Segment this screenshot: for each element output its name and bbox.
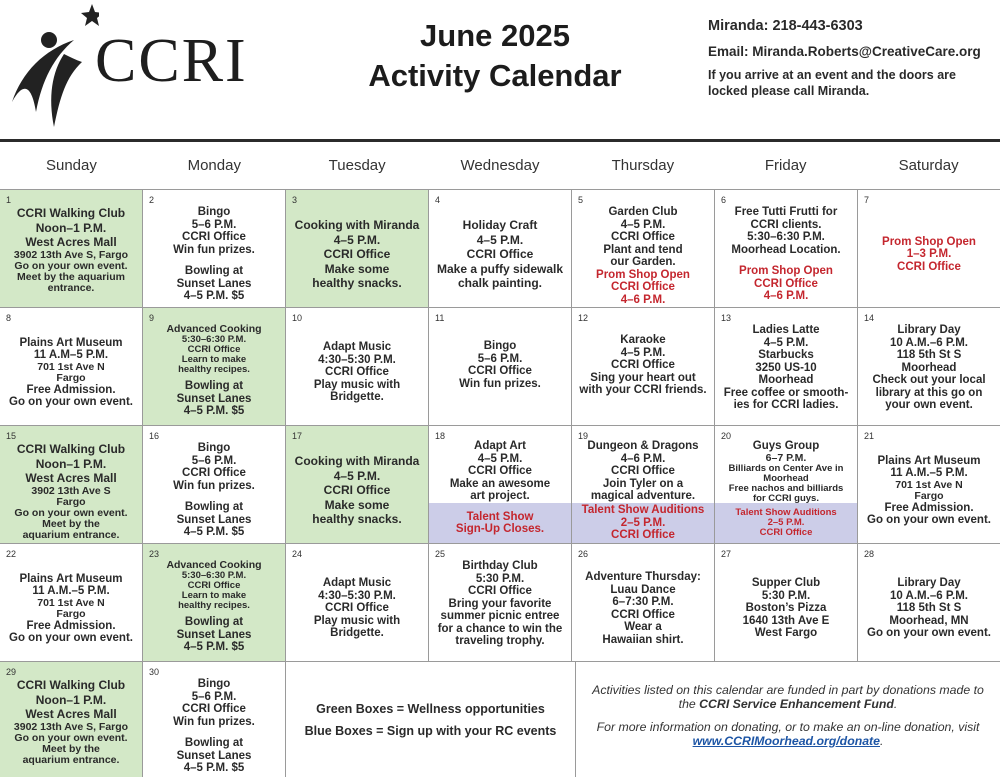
day-number: 15	[6, 431, 17, 441]
day-cell-2	[143, 190, 286, 307]
day-cell-18	[429, 426, 572, 543]
event-text: Advanced Cooking	[166, 323, 262, 335]
event-text: Hawaiian shirt.	[602, 633, 684, 646]
event-text: traveling trophy.	[455, 635, 545, 647]
event-text: Guys Group	[752, 440, 820, 452]
day-cell-28	[858, 544, 1000, 661]
contact-email: Email: Miranda.Roberts@CreativeCare.org	[708, 44, 981, 59]
event-text: 5:30 P.M.	[761, 589, 811, 602]
event-text: 3902 13th Ave S	[31, 484, 111, 497]
day-number: 6	[721, 195, 727, 205]
event-text: 2–5 P.M.	[767, 517, 805, 528]
event-text: CCRI Office	[897, 260, 961, 273]
event-text: West Fargo	[754, 627, 818, 640]
event-text: Go on your own event.	[14, 506, 128, 519]
event-text: Bridgette.	[330, 627, 384, 640]
week-row	[0, 190, 1000, 308]
event-text: CCRI Office	[323, 483, 391, 498]
day-sunday: Sunday	[45, 157, 97, 174]
day-thursday: Thursday	[611, 157, 675, 174]
event-text: 701 1st Ave N	[37, 596, 105, 609]
event-text: Library Day	[897, 324, 961, 336]
event-text: aquarium entrance.	[22, 528, 120, 541]
event-text: CCRI Office	[182, 467, 246, 480]
event-text: library at this go on	[875, 386, 983, 399]
day-cell-29	[0, 662, 143, 777]
funding-text: Activities listed on this calendar are funded in part by donations made to the	[592, 682, 984, 711]
funding-text: .	[880, 733, 884, 748]
event-text: Win fun prizes.	[173, 715, 255, 728]
event-text: 118 5th St S	[896, 602, 962, 615]
event-text: CCRI Office	[611, 608, 675, 621]
event-text: 11 A.M.–5 P.M.	[890, 467, 968, 479]
event-text: West Acres Mall	[25, 707, 117, 721]
event-text: CCRI Office	[611, 281, 675, 293]
event-text: 3902 13th Ave S, Fargo	[13, 248, 129, 261]
day-monday: Monday	[187, 157, 241, 174]
day-number: 16	[149, 431, 160, 441]
event-text: Learn to make	[181, 590, 247, 601]
event-text: Karaoke	[620, 334, 666, 346]
event-text: Noon–1 P.M.	[35, 220, 107, 235]
event-text: CCRI Office	[611, 465, 675, 477]
day-number: 26	[578, 549, 589, 559]
event-text: 5:30–6:30 P.M.	[747, 231, 825, 243]
contact-info	[708, 18, 998, 99]
event-text: Go on your own event.	[14, 731, 128, 744]
day-friday: Friday	[764, 157, 807, 174]
day-number: 3	[292, 195, 298, 205]
event-text: 6–7:30 P.M.	[612, 596, 674, 608]
event-text: 5:30–6:30 P.M.	[181, 334, 247, 345]
legend-blue: Blue Boxes = Sign up with your RC events	[304, 723, 557, 738]
day-number: 29	[6, 667, 17, 677]
event-text: 4–5 P.M. $5	[183, 526, 245, 539]
event-text: Meet by the	[42, 517, 100, 530]
event-text: Moorhead	[901, 361, 957, 374]
ccri-logo	[4, 2, 279, 132]
event-text: Bowling at	[184, 501, 244, 514]
event-text: Bowling at	[184, 616, 244, 628]
event-text: Sunset Lanes	[176, 628, 252, 641]
event-text: Talent Show Auditions	[581, 504, 705, 517]
day-number: 24	[292, 549, 303, 559]
event-text: 4–5 P.M. $5	[183, 290, 245, 303]
day-number: 23	[149, 549, 160, 559]
event-text: 4–5 P.M.	[620, 218, 666, 231]
event-text: 1–3 P.M.	[906, 248, 952, 261]
event-text: CCRI Office	[754, 277, 818, 290]
event-text: Free Admission.	[26, 619, 116, 632]
day-saturday: Saturday	[898, 157, 959, 174]
event-text: CCRI Walking Club	[16, 442, 126, 456]
event-text: Win fun prizes.	[173, 243, 255, 256]
event-text: Join Tyler on a	[602, 477, 684, 490]
event-text: summer picnic entree	[440, 610, 560, 622]
event-text: Billiards on Center Ave in	[728, 462, 844, 474]
event-text: 4–6 P.M.	[620, 293, 666, 306]
event-text: Sunset Lanes	[176, 749, 252, 762]
event-text: 4–5 P.M.	[333, 232, 381, 247]
event-text: Advanced Cooking	[166, 559, 262, 571]
event-text: CCRI Walking Club	[16, 678, 126, 692]
day-number: 20	[721, 431, 732, 441]
event-text: Bowling at	[184, 380, 244, 392]
funding-text: For more information on donating, or to make an on-line donation, visit	[596, 719, 980, 734]
event-text: 5–6 P.M.	[191, 218, 237, 231]
day-tuesday: Tuesday	[328, 157, 386, 174]
day-cell-26	[572, 544, 715, 661]
event-text: Boston’s Pizza	[745, 602, 827, 615]
event-text: Plains Art Museum	[19, 336, 123, 349]
funding-text: .	[893, 696, 898, 711]
event-text: Meet by the	[42, 742, 100, 755]
day-number: 7	[864, 195, 870, 205]
event-text: CCRI Office	[466, 247, 534, 262]
color-legend	[286, 662, 576, 777]
day-cell-8	[0, 308, 143, 425]
week-row	[0, 308, 1000, 426]
event-text: Bingo	[197, 442, 231, 455]
event-text: Noon–1 P.M.	[35, 692, 107, 707]
event-text: CCRI Office	[468, 365, 532, 377]
event-text: CCRI Office	[759, 527, 813, 538]
ccri-figure-logo-icon	[4, 2, 99, 132]
event-text: 1640 13th Ave E	[742, 614, 830, 627]
event-text: Holiday Craft	[462, 218, 538, 233]
event-text: Talent Show Auditions	[735, 507, 837, 518]
day-number: 14	[864, 313, 875, 323]
event-text: Make an awesome	[449, 477, 551, 490]
event-text: 4:30–5:30 P.M.	[318, 589, 396, 602]
weekday-header	[0, 146, 1000, 188]
event-text: CCRI Office	[187, 344, 241, 355]
event-text: Sunset Lanes	[176, 513, 252, 526]
event-text: Prom Shop Open	[596, 268, 690, 281]
event-text: 5:30 P.M.	[475, 572, 525, 585]
day-number: 17	[292, 431, 303, 441]
week-row	[0, 662, 1000, 777]
event-text: Wear a	[624, 621, 662, 633]
event-text: Plains Art Museum	[877, 454, 981, 467]
event-text: Fargo	[914, 489, 944, 502]
event-text: Supper Club	[751, 577, 821, 590]
day-cell-14	[858, 308, 1000, 425]
event-text: your own event.	[885, 399, 973, 411]
funding-paragraph	[586, 683, 990, 711]
event-text: 4–6 P.M.	[620, 452, 666, 465]
event-text: Garden Club	[608, 206, 678, 218]
event-text: West Acres Mall	[25, 471, 117, 485]
event-text: Free nachos and billiards	[728, 482, 844, 494]
event-text: Sing your heart out	[590, 371, 696, 384]
day-cell-5	[572, 190, 715, 307]
event-text: Learn to make	[181, 354, 247, 365]
day-cell-3	[286, 190, 429, 307]
event-text: CCRI Office	[611, 231, 675, 243]
event-text: Talent Show	[466, 510, 534, 523]
event-text: Moorhead	[758, 374, 814, 386]
event-text: 10 A.M.–6 P.M.	[890, 336, 968, 349]
event-text: Fargo	[56, 495, 86, 508]
day-cell-20	[715, 426, 858, 543]
day-number: 19	[578, 431, 589, 441]
week-row	[0, 544, 1000, 662]
event-text: Fargo	[56, 607, 86, 620]
day-cell-19	[572, 426, 715, 543]
day-cell-22	[0, 544, 143, 661]
event-text: 4–6 P.M.	[763, 290, 809, 302]
day-number: 5	[578, 195, 584, 205]
event-text: 4–5 P.M.	[477, 452, 523, 465]
event-text: CCRI Office	[468, 585, 532, 597]
event-text: Go on your own event.	[867, 514, 991, 526]
event-text: CCRI clients.	[750, 218, 822, 231]
event-text: Bring your favorite	[448, 597, 552, 610]
event-text: CCRI Office	[182, 703, 246, 715]
day-number: 11	[435, 313, 445, 323]
event-text: Moorhead Location.	[731, 243, 841, 256]
donate-link[interactable]: www.CCRIMoorhead.org/donate	[692, 733, 880, 748]
event-text: Sunset Lanes	[176, 392, 252, 405]
event-text: 701 1st Ave N	[895, 478, 963, 491]
event-text: with your CCRI friends.	[579, 384, 707, 396]
day-cell-10	[286, 308, 429, 425]
event-text: Bowling at	[184, 265, 244, 278]
event-text: 3250 US-10	[755, 361, 817, 374]
day-cell-11	[429, 308, 572, 425]
day-cell-9	[143, 308, 286, 425]
event-text: Go on your own event.	[9, 632, 133, 644]
event-text: Bowling at	[184, 737, 244, 749]
signup-band	[715, 503, 857, 543]
event-text: Win fun prizes.	[173, 479, 255, 492]
week-row	[0, 426, 1000, 544]
event-text: Check out your local	[872, 374, 986, 386]
event-text: CCRI Office	[611, 359, 675, 371]
event-text: Free Admission.	[884, 501, 974, 514]
event-text: Library Day	[897, 577, 961, 590]
logo-text: CCRI	[95, 27, 248, 95]
day-cell-13	[715, 308, 858, 425]
event-text: Starbucks	[758, 349, 814, 361]
event-text: aquarium entrance.	[22, 753, 120, 766]
event-text: 4–5 P.M.	[333, 468, 381, 483]
event-text: Bingo	[197, 206, 231, 219]
event-text: Sunset Lanes	[176, 277, 252, 290]
day-number: 13	[721, 313, 732, 323]
event-text: Free Admission.	[26, 383, 116, 396]
calendar-grid	[0, 189, 1000, 777]
event-text: Play music with	[313, 614, 401, 627]
page-title	[330, 16, 660, 96]
event-text: Luau Dance	[610, 583, 676, 596]
day-cell-12	[572, 308, 715, 425]
event-text: Moorhead, MN	[889, 614, 969, 627]
day-number: 10	[292, 313, 303, 323]
event-text: Go on your own event.	[867, 627, 991, 640]
day-cell-30	[143, 662, 286, 777]
event-text: 4:30–5:30 P.M.	[318, 353, 396, 366]
event-text: CCRI Office	[611, 529, 675, 542]
day-cell-17	[286, 426, 429, 543]
event-text: 4–5 P.M.	[763, 336, 809, 349]
title-sub: Activity Calendar	[368, 58, 622, 93]
event-text: Cooking with Miranda	[294, 218, 420, 233]
day-number: 1	[6, 195, 12, 205]
event-text: our Garden.	[610, 256, 676, 268]
event-text: 10 A.M.–6 P.M.	[890, 589, 968, 602]
event-text: CCRI Walking Club	[16, 206, 126, 220]
event-text: entrance.	[47, 281, 95, 294]
event-text: Fargo	[56, 371, 86, 384]
event-text: Play music with	[313, 378, 401, 391]
event-text: healthy snacks.	[312, 276, 402, 291]
event-text: 11 A.M–5 P.M.	[33, 349, 109, 361]
day-cell-7	[858, 190, 1000, 307]
event-text: for CCRI guys.	[753, 492, 819, 504]
event-text: Adapt Music	[322, 341, 392, 354]
event-text: Bingo	[197, 678, 231, 690]
event-text: 2–5 P.M.	[620, 516, 666, 529]
event-text: 3902 13th Ave S, Fargo	[13, 720, 129, 733]
event-text: CCRI Office	[187, 580, 241, 591]
day-number: 18	[435, 431, 446, 441]
event-text: Free coffee or smooth-	[723, 386, 849, 399]
event-text: 5:30–6:30 P.M.	[181, 570, 247, 581]
event-text: 5–6 P.M.	[477, 352, 523, 365]
event-text: for a chance to win the	[437, 622, 563, 635]
contact-note: If you arrive at an event and the doors are locked please call Miranda.	[708, 68, 956, 98]
event-text: 5–6 P.M.	[191, 690, 237, 703]
day-number: 22	[6, 549, 17, 559]
event-text: Prom Shop Open	[739, 265, 833, 277]
signup-band	[572, 503, 714, 543]
legend-green: Green Boxes = Wellness opportunities	[316, 701, 545, 716]
day-number: 28	[864, 549, 875, 559]
event-text: magical adventure.	[590, 490, 696, 502]
day-cell-23	[143, 544, 286, 661]
event-text: healthy recipes.	[178, 364, 250, 375]
event-text: Noon–1 P.M.	[35, 456, 107, 471]
event-text: Bingo	[483, 340, 517, 352]
day-cell-6	[715, 190, 858, 307]
day-cell-21	[858, 426, 1000, 543]
day-number: 9	[149, 313, 155, 323]
day-cell-24	[286, 544, 429, 661]
event-text: Bridgette.	[330, 391, 384, 404]
event-text: Birthday Club	[462, 560, 538, 572]
event-text: 701 1st Ave N	[37, 360, 105, 373]
event-text: 4–5 P.M. $5	[183, 762, 245, 774]
event-text: 5–6 P.M.	[191, 454, 237, 467]
event-text: Adventure Thursday:	[585, 571, 701, 583]
event-text: Go on your own event.	[9, 396, 133, 408]
day-number: 25	[435, 549, 446, 559]
event-text: Win fun prizes.	[459, 377, 541, 390]
event-text: CCRI Office	[325, 366, 389, 379]
day-number: 2	[149, 195, 155, 205]
event-text: chalk painting.	[457, 276, 542, 291]
day-cell-4	[429, 190, 572, 307]
donate-paragraph	[586, 720, 990, 748]
event-text: Prom Shop Open	[882, 235, 976, 248]
event-text: 118 5th St S	[896, 349, 962, 361]
day-number: 8	[6, 313, 12, 323]
day-number: 12	[578, 313, 589, 323]
event-text: Make some	[324, 261, 390, 276]
title-month: June 2025	[420, 18, 570, 53]
event-text: Cooking with Miranda	[294, 454, 420, 469]
day-number: 30	[149, 667, 160, 677]
event-text: Adapt Art	[474, 440, 526, 452]
event-text: Make a puffy sidewalk	[436, 261, 564, 276]
day-wednesday: Wednesday	[460, 157, 540, 174]
event-text: CCRI Office	[468, 465, 532, 477]
event-text: CCRI Office	[182, 231, 246, 244]
day-number: 4	[435, 195, 441, 205]
event-text: Plant and tend	[603, 243, 683, 256]
event-text: 11 A.M.–5 P.M.	[32, 585, 110, 597]
event-text: Ladies Latte	[752, 324, 820, 336]
signup-band	[429, 503, 571, 543]
event-text: West Acres Mall	[25, 235, 117, 249]
day-cell-15	[0, 426, 143, 543]
event-text: Moorhead	[763, 472, 809, 484]
funding-text: CCRI Service Enhancement Fund	[699, 696, 894, 711]
day-cell-27	[715, 544, 858, 661]
event-text: healthy snacks.	[312, 512, 402, 527]
event-text: Meet by the aquarium	[17, 270, 125, 283]
event-text: CCRI Office	[325, 602, 389, 615]
event-text: Sign-Up Closes.	[455, 523, 545, 535]
day-number: 21	[864, 431, 875, 441]
event-text: ies for CCRI ladies.	[733, 399, 839, 411]
event-text: CCRI Office	[323, 247, 391, 262]
event-text: Dungeon & Dragons	[587, 440, 699, 452]
funding-note	[576, 662, 1000, 777]
day-cell-25	[429, 544, 572, 661]
event-text: Adapt Music	[322, 577, 392, 590]
event-text: Make some	[324, 497, 390, 512]
event-text: 4–5 P.M. $5	[183, 641, 245, 653]
event-text: 6–7 P.M.	[765, 451, 807, 464]
day-cell-16	[143, 426, 286, 543]
event-text: Plains Art Museum	[19, 572, 123, 585]
event-text: Free Tutti Frutti for	[734, 206, 838, 218]
event-text: 4–5 P.M. $5	[183, 405, 245, 417]
contact-phone: Miranda: 218-443-6303	[708, 18, 863, 34]
day-number: 27	[721, 549, 732, 559]
event-text: Go on your own event.	[14, 259, 128, 272]
event-text: 4–5 P.M.	[620, 346, 666, 359]
event-text: art project.	[470, 490, 530, 502]
event-text: 4–5 P.M.	[476, 232, 524, 247]
event-text: healthy recipes.	[178, 600, 250, 611]
header-divider	[0, 139, 1000, 142]
day-cell-1	[0, 190, 143, 307]
